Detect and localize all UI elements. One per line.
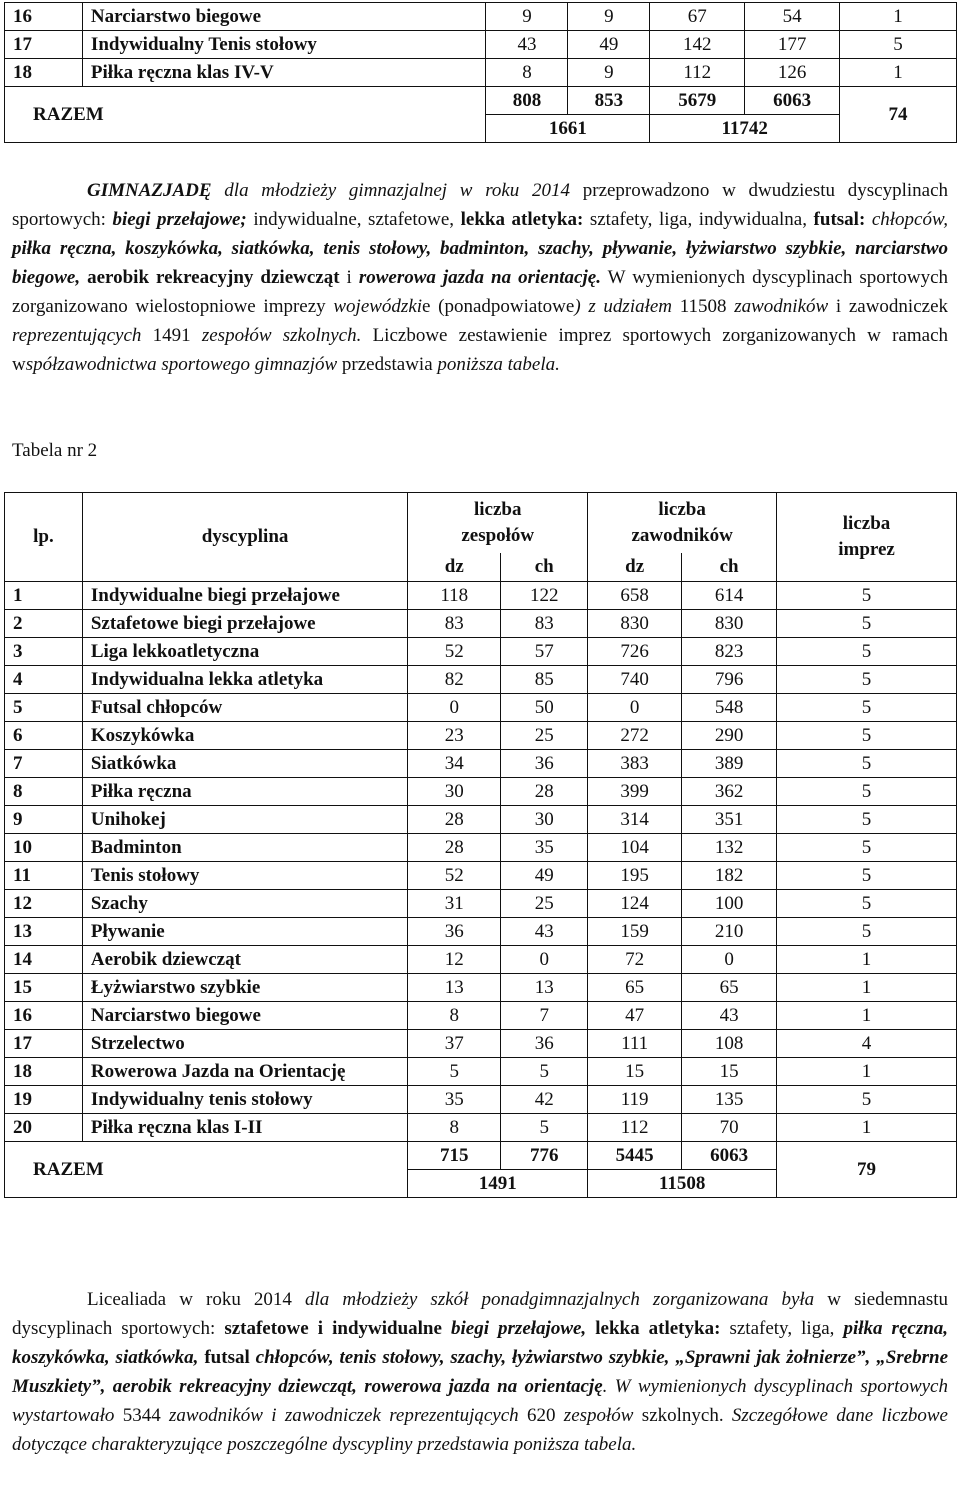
row-number: 16 [5,1002,83,1030]
para1-span: zespołów szkolnych. [201,325,362,346]
teams-ch-cell: 0 [501,946,588,974]
teams-dz-cell: 52 [408,638,501,666]
row-number: 12 [5,890,83,918]
para2-span: 620 [518,1405,564,1426]
row-number: 10 [5,834,83,862]
total-label: RAZEM [5,87,486,143]
events-cell: 1 [777,1058,957,1086]
players-ch-cell: 548 [682,694,777,722]
players-ch-cell: 135 [682,1086,777,1114]
para1-span: zawodników [734,296,829,317]
teams-ch-cell: 122 [501,582,588,610]
teams-ch-cell: 35 [501,834,588,862]
para2-span: w siedemnastu dyscyplinach sportowych: [12,1289,949,1339]
row-number: 13 [5,918,83,946]
players-dz-cell: 72 [588,946,682,974]
table-row [5,1086,957,1114]
para2-span: . W wymienionych dyscyplinach sportowych wystartowało [12,1376,948,1426]
row-discipline: Indywidualny tenis stołowy [82,1086,407,1114]
events-cell: 5 [777,834,957,862]
table-row [5,610,957,638]
row-number: 18 [5,59,83,87]
para1-span: ) z udziałem [574,296,673,317]
events-cell: 5 [777,806,957,834]
row-number: 18 [5,1058,83,1086]
row-number: 11 [5,862,83,890]
para1-span: chłopców, [865,209,949,230]
teams-dz-cell: 9 [486,3,568,31]
teams-ch-cell: 49 [568,31,650,59]
header-players-ch: ch [682,553,777,582]
para1-span: lekka atletyka: [460,209,584,230]
para1-span: W wymienionych dyscyplinach sportowych zorganizowano wielostopniowe imprezy [12,267,949,317]
para2-span: Licealiada w roku 2014 [87,1289,306,1310]
teams-dz-cell: 37 [408,1030,501,1058]
para1-span: i zawodniczek [828,296,949,317]
row-discipline: Liga lekkoatletyczna [82,638,407,666]
teams-dz-cell: 8 [408,1114,501,1142]
para1-span: indywidualne, sztafetowe, [246,209,461,230]
players-ch-cell: 0 [682,946,777,974]
header-events: liczba imprez [777,493,957,582]
para1-span: aerobik rekreacyjny dziewcząt [80,267,340,288]
para2-span: 5344 [114,1405,170,1426]
players-dz-cell: 740 [588,666,682,694]
table-row [5,946,957,974]
total-row [5,87,957,115]
players-ch-cell: 70 [682,1114,777,1142]
teams-dz-cell: 8 [486,59,568,87]
row-number: 17 [5,31,83,59]
total-players-dz: 5445 [588,1142,682,1170]
teams-dz-cell: 31 [408,890,501,918]
para1-span: i [339,267,359,288]
para1-span: biegi przełajowe; [112,209,247,230]
events-cell: 5 [777,862,957,890]
table-row [5,582,957,610]
events-cell: 1 [840,59,957,87]
teams-dz-cell: 13 [408,974,501,1002]
total-teams-dz: 715 [408,1142,501,1170]
teams-dz-cell: 118 [408,582,501,610]
row-number: 5 [5,694,83,722]
row-number: 7 [5,750,83,778]
row-discipline: Unihokej [82,806,407,834]
gimnazjada-paragraph [12,176,948,379]
header-discipline: dyscyplina [82,493,407,582]
players-ch-cell: 108 [682,1030,777,1058]
row-number: 20 [5,1114,83,1142]
players-ch-cell: 126 [745,59,840,87]
teams-dz-cell: 83 [408,610,501,638]
total-teams: 1491 [408,1170,588,1198]
teams-ch-cell: 30 [501,806,588,834]
teams-ch-cell: 25 [501,722,588,750]
row-number: 19 [5,1086,83,1114]
row-discipline: Koszykówka [82,722,407,750]
players-dz-cell: 65 [588,974,682,1002]
teams-dz-cell: 28 [408,834,501,862]
teams-dz-cell: 23 [408,722,501,750]
row-number: 17 [5,1030,83,1058]
players-ch-cell: 54 [745,3,840,31]
teams-ch-cell: 28 [501,778,588,806]
para2-span: sztafetowe i indywidualne [224,1318,442,1339]
table-row [5,31,957,59]
para2-span: zespołów [563,1405,634,1426]
para1-span: dla młodzieży gimnazjalnej w roku 2014 [211,180,571,201]
row-discipline: Indywidualne biegi przełajowe [82,582,407,610]
total-players-ch: 6063 [745,87,840,115]
top-table-body [5,3,957,143]
table-row [5,1030,957,1058]
para1-span: przeprowadzono w dwudziestu dyscyplinach sportowych: [12,180,949,230]
teams-ch-cell: 5 [501,1114,588,1142]
row-discipline: Indywidualna lekka atletyka [82,666,407,694]
teams-ch-cell: 13 [501,974,588,1002]
para1-span: wojewódzki [333,296,423,317]
row-discipline: Futsal chłopców [82,694,407,722]
para1-span: reprezentujących [12,325,142,346]
teams-dz-cell: 30 [408,778,501,806]
para2-span: dla młodzieży szkół ponadgimnazjalnych zorganizowana była [305,1289,815,1310]
header-teams: liczba zespołów [408,493,588,553]
events-cell: 5 [777,1086,957,1114]
events-cell: 5 [777,610,957,638]
row-discipline: Rowerowa Jazda na Orientację [82,1058,407,1086]
teams-ch-cell: 9 [568,59,650,87]
table-row [5,666,957,694]
row-number: 4 [5,666,83,694]
row-discipline: Strzelectwo [82,1030,407,1058]
row-number: 14 [5,946,83,974]
row-discipline: Narciarstwo biegowe [82,3,486,31]
row-number: 16 [5,3,83,31]
total-row [5,1142,957,1170]
total-players: 11508 [588,1170,777,1198]
top-results-table [4,2,957,143]
events-cell: 5 [777,890,957,918]
events-cell: 5 [777,694,957,722]
teams-ch-cell: 5 [501,1058,588,1086]
table-row [5,59,957,87]
players-dz-cell: 124 [588,890,682,918]
events-cell: 5 [777,750,957,778]
table-caption: Tabela nr 2 [12,440,98,461]
table-row [5,778,957,806]
header-players: liczba zawodników [588,493,777,553]
teams-dz-cell: 43 [486,31,568,59]
players-dz-cell: 195 [588,862,682,890]
total-players-ch: 6063 [682,1142,777,1170]
players-ch-cell: 389 [682,750,777,778]
players-ch-cell: 43 [682,1002,777,1030]
teams-ch-cell: 9 [568,3,650,31]
para2-span: zawodników i zawodniczek reprezentujących [169,1405,519,1426]
players-dz-cell: 658 [588,582,682,610]
players-ch-cell: 351 [682,806,777,834]
teams-ch-cell: 50 [501,694,588,722]
players-ch-cell: 823 [682,638,777,666]
total-players: 11742 [650,115,840,143]
players-dz-cell: 112 [588,1114,682,1142]
total-label: RAZEM [5,1142,408,1198]
total-players-dz: 5679 [650,87,745,115]
events-cell: 1 [777,946,957,974]
players-ch-cell: 362 [682,778,777,806]
table-row [5,722,957,750]
para1-span: sztafety, liga, indywidualna, [583,209,814,230]
row-discipline: Szachy [82,890,407,918]
table-row [5,1002,957,1030]
players-dz-cell: 112 [650,59,745,87]
para1-span: spółzawodnictwa sportowego gimnazjów [25,354,338,375]
row-number: 8 [5,778,83,806]
para1-span: 1491 [141,325,202,346]
para1-span: e (ponadpowiatowe [422,296,575,317]
players-dz-cell: 47 [588,1002,682,1030]
events-cell: 5 [777,778,957,806]
players-ch-cell: 830 [682,610,777,638]
teams-dz-cell: 34 [408,750,501,778]
para2-span: szkolnych. [633,1405,732,1426]
teams-dz-cell: 52 [408,862,501,890]
events-cell: 5 [777,638,957,666]
row-discipline: Sztafetowe biegi przełajowe [82,610,407,638]
table-row [5,806,957,834]
para1-span: rowerowa jazda na orientację. [358,267,601,288]
players-dz-cell: 0 [588,694,682,722]
para1-span: futsal: [813,209,866,230]
events-cell: 5 [840,31,957,59]
para2-span: lekka atletyka: [586,1318,721,1339]
teams-dz-cell: 8 [408,1002,501,1030]
table-row [5,918,957,946]
teams-ch-cell: 25 [501,890,588,918]
row-discipline: Badminton [82,834,407,862]
row-number: 2 [5,610,83,638]
teams-dz-cell: 35 [408,1086,501,1114]
events-cell: 5 [777,722,957,750]
players-ch-cell: 132 [682,834,777,862]
total-teams: 1661 [486,115,650,143]
row-number: 6 [5,722,83,750]
players-ch-cell: 182 [682,862,777,890]
para2-span: piłka ręczna, koszykówka, siatkówka, [12,1318,949,1368]
players-ch-cell: 210 [682,918,777,946]
total-events: 74 [840,87,957,143]
table-row [5,694,957,722]
players-dz-cell: 383 [588,750,682,778]
teams-dz-cell: 5 [408,1058,501,1086]
teams-ch-cell: 42 [501,1086,588,1114]
players-dz-cell: 67 [650,3,745,31]
teams-dz-cell: 82 [408,666,501,694]
para1-span: piłka ręczna, koszykówka, siatkówka, tenis stołowy, badminton, szachy, pływanie, łyżwiarstwo szybkie, narciarstwo biegowe, [12,238,948,288]
table-row [5,834,957,862]
header-teams-dz: dz [408,553,501,582]
players-dz-cell: 314 [588,806,682,834]
row-discipline: Piłka ręczna klas IV-V [82,59,486,87]
teams-ch-cell: 7 [501,1002,588,1030]
table-row [5,862,957,890]
para1-span: 11508 [672,296,735,317]
row-discipline: Aerobik dziewcząt [82,946,407,974]
total-teams-dz: 808 [486,87,568,115]
row-number: 15 [5,974,83,1002]
players-dz-cell: 119 [588,1086,682,1114]
para1-span: Liczbowe zestawienie imprez sportowych zorganizowanych w ramach w [12,325,948,375]
players-ch-cell: 100 [682,890,777,918]
players-dz-cell: 726 [588,638,682,666]
players-dz-cell: 104 [588,834,682,862]
gimnazjada-results-table [4,492,957,1198]
row-number: 9 [5,806,83,834]
header-lp: lp. [5,493,83,582]
para2-span: sztafety, liga, [720,1318,844,1339]
total-teams-ch: 776 [501,1142,588,1170]
licealiada-paragraph [12,1285,948,1459]
events-cell: 1 [777,1114,957,1142]
row-discipline: Piłka ręczna klas I-II [82,1114,407,1142]
players-dz-cell: 399 [588,778,682,806]
row-discipline: Łyżwiarstwo szybkie [82,974,407,1002]
total-events: 79 [777,1142,957,1198]
para1-span: przedstawia [337,354,438,375]
para2-span: chłopców, tenis stołowy, szachy, łyżwiarstwo szybkie, „Sprawni jak żołnierze”, „Srebrne Muszkiety”, aerobik rekreacyjny dziewcząt, rowerowa jazda na orientację [12,1347,948,1397]
events-cell: 1 [777,1002,957,1030]
teams-ch-cell: 85 [501,666,588,694]
players-ch-cell: 65 [682,974,777,1002]
players-dz-cell: 111 [588,1030,682,1058]
players-ch-cell: 796 [682,666,777,694]
para1-span: poniższa tabela. [437,354,560,375]
row-number: 3 [5,638,83,666]
teams-dz-cell: 0 [408,694,501,722]
table-row [5,1114,957,1142]
teams-ch-cell: 36 [501,750,588,778]
players-dz-cell: 159 [588,918,682,946]
table-row [5,974,957,1002]
players-ch-cell: 177 [745,31,840,59]
row-number: 1 [5,582,83,610]
teams-ch-cell: 49 [501,862,588,890]
header-teams-ch: ch [501,553,588,582]
main-table-body [5,582,957,1198]
para2-span: biegi przełajowe, [441,1318,587,1339]
table-row [5,638,957,666]
players-ch-cell: 290 [682,722,777,750]
players-dz-cell: 15 [588,1058,682,1086]
row-discipline: Piłka ręczna [82,778,407,806]
players-ch-cell: 15 [682,1058,777,1086]
header-players-dz: dz [588,553,682,582]
players-ch-cell: 614 [682,582,777,610]
events-cell: 5 [777,666,957,694]
teams-dz-cell: 28 [408,806,501,834]
para2-span: futsal [198,1347,250,1368]
para1-span: GIMNAZJADĘ [87,180,212,201]
teams-dz-cell: 36 [408,918,501,946]
row-discipline: Indywidualny Tenis stołowy [82,31,486,59]
events-cell: 1 [840,3,957,31]
teams-ch-cell: 36 [501,1030,588,1058]
teams-ch-cell: 57 [501,638,588,666]
table-row [5,1058,957,1086]
row-discipline: Tenis stołowy [82,862,407,890]
table-row [5,890,957,918]
events-cell: 1 [777,974,957,1002]
teams-ch-cell: 83 [501,610,588,638]
events-cell: 5 [777,582,957,610]
teams-ch-cell: 43 [501,918,588,946]
players-dz-cell: 142 [650,31,745,59]
row-discipline: Pływanie [82,918,407,946]
events-cell: 5 [777,918,957,946]
row-discipline: Siatkówka [82,750,407,778]
para2-span: Szczegółowe dane liczbowe dotyczące charakteryzujące poszczególne dyscypliny przedstawia poniższa tabela. [12,1405,948,1455]
table-row [5,3,957,31]
row-discipline: Narciarstwo biegowe [82,1002,407,1030]
events-cell: 4 [777,1030,957,1058]
table-row [5,750,957,778]
teams-dz-cell: 12 [408,946,501,974]
players-dz-cell: 830 [588,610,682,638]
players-dz-cell: 272 [588,722,682,750]
total-teams-ch: 853 [568,87,650,115]
